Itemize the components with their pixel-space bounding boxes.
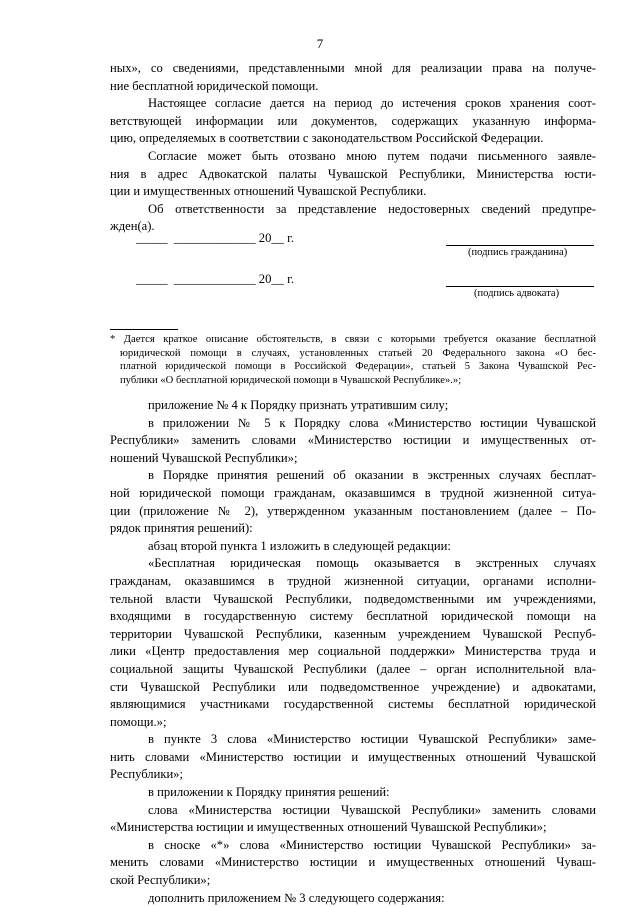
text-line: Республики» заменить словами «Министерство юстиции и имущественных от-	[110, 433, 596, 448]
text-line: социальной защиты Чувашской Республики (далее – орган исполнительной вла-	[110, 661, 596, 676]
page-number: 7	[316, 36, 324, 51]
text-line: слова «Министерства юстиции Чувашской Республики» заменить словами	[148, 802, 596, 817]
text-line: абзац второй пункта 1 изложить в следующей редакции:	[148, 538, 451, 553]
footnote-line: платной юридической помощи в Российской Федерации», статьей 5 Закона Чувашской Рес-	[120, 361, 596, 373]
text-line: тельной власти Чувашской Республики, подведомственными им учреждениями,	[110, 591, 596, 606]
text-line: в пункте 3 слова «Министерство юстиции Чувашской Республики» заме-	[148, 732, 596, 747]
text-line: ской Республики»;	[110, 873, 211, 888]
footnote-line: * Дается краткое описание обстоятельств, в связи с которыми требуется оказание бесплатной	[110, 334, 596, 345]
text-line: жден(а).	[110, 219, 155, 234]
footnote-line: юридической помощи в случаях, установленных статьей 20 Федерального закона «О бес-	[120, 347, 596, 359]
footnote	[110, 333, 596, 387]
text-line: ции и имущественных отношений Чувашской Республики.	[110, 184, 427, 199]
text-line: территории Чувашской Республики, казенным учреждением Чувашской Респуб-	[110, 626, 596, 641]
text-line: сти Чувашской Республики или подведомственное учреждение) и адвокатами,	[110, 679, 596, 694]
signature-caption: (подпись адвоката)	[474, 288, 560, 299]
text-line: в приложении к Порядку принятия решений:	[148, 785, 390, 800]
signature-line	[446, 286, 594, 287]
text-line: менить словами «Министерство юстиции и имущественных отношений Чуваш-	[110, 855, 596, 870]
text-line: в сноске «*» слова «Министерство юстиции Чувашской Республики» за-	[148, 837, 596, 852]
text-line: гражданам, оказавшимся в трудной жизненной ситуации, органами исполни-	[110, 573, 596, 588]
text-line: «Министерства юстиции и имущественных отношений Чувашской Республики»;	[110, 820, 547, 835]
footnote-rule	[110, 329, 178, 330]
text-line: ных», со сведениями, представленными мной для реализации права на получе-	[110, 61, 596, 75]
text-line: цию, определяемых в соответствии с законодательством Российской Федерации.	[110, 131, 544, 146]
signature-caption: (подпись гражданина)	[468, 247, 568, 258]
signature-line	[446, 245, 594, 246]
text-line: ношений Чувашской Республики»;	[110, 450, 298, 465]
text-line: помощи.»;	[110, 714, 167, 729]
text-line: ной юридической помощи гражданам, оказавшимся в трудной жизненной ситуа-	[110, 485, 596, 500]
text-line: дополнить приложением № 3 следующего содержания:	[148, 890, 445, 905]
text-line: в приложении № 5 к Порядку слова «Министерство юстиции Чувашской	[148, 415, 596, 430]
text-line: ние бесплатной юридической помощи.	[110, 78, 319, 93]
text-line: Республики»;	[110, 767, 183, 782]
text-line: ции (приложение № 2), утвержденном указанным постановлением (далее – По-	[110, 503, 596, 518]
text-line: входящими в государственную систему бесплатной юридической помощи на	[110, 609, 596, 624]
signature-date-blank: _____ _____________ 20__ г.	[136, 231, 295, 245]
consent-text	[110, 60, 596, 236]
signature-date-blank: _____ _____________ 20__ г.	[136, 272, 295, 286]
signature-row-citizen	[110, 231, 596, 258]
amendment-text	[110, 397, 596, 907]
text-line: ния в адрес Адвокатской палаты Чувашской Республики, Министерства юсти-	[110, 166, 596, 181]
text-line: лики «Центр предоставления мер социальной поддержки» Министерства труда и	[110, 644, 596, 659]
text-line: «Бесплатная юридическая помощь оказывается в экстренных случаях	[148, 556, 596, 571]
text-line: являющимися участниками государственной системы бесплатной юридической	[110, 697, 596, 712]
text-line: Настоящее согласие дается на период до истечения сроков хранения соот-	[148, 96, 596, 111]
text-line: нить словами «Министерство юстиции и имущественных отношений Чувашской	[110, 749, 596, 764]
text-line: Согласие может быть отозвано мною путем подачи письменного заявле-	[148, 148, 596, 163]
footnote-line: публики «О бесплатной юридической помощи в Чувашской Республике».»;	[120, 374, 462, 386]
signature-row-lawyer	[110, 272, 596, 299]
text-line: Об ответственности за представление недостоверных сведений предупре-	[148, 201, 596, 216]
text-line: рядок принятия решений):	[110, 521, 253, 536]
text-line: в Порядке принятия решений об оказании в экстренных случаях бесплат-	[148, 468, 596, 483]
text-line: приложение № 4 к Порядку признать утратившим силу;	[148, 398, 449, 412]
text-line: ветствующей информации или документов, содержащих указанную информа-	[110, 113, 596, 128]
